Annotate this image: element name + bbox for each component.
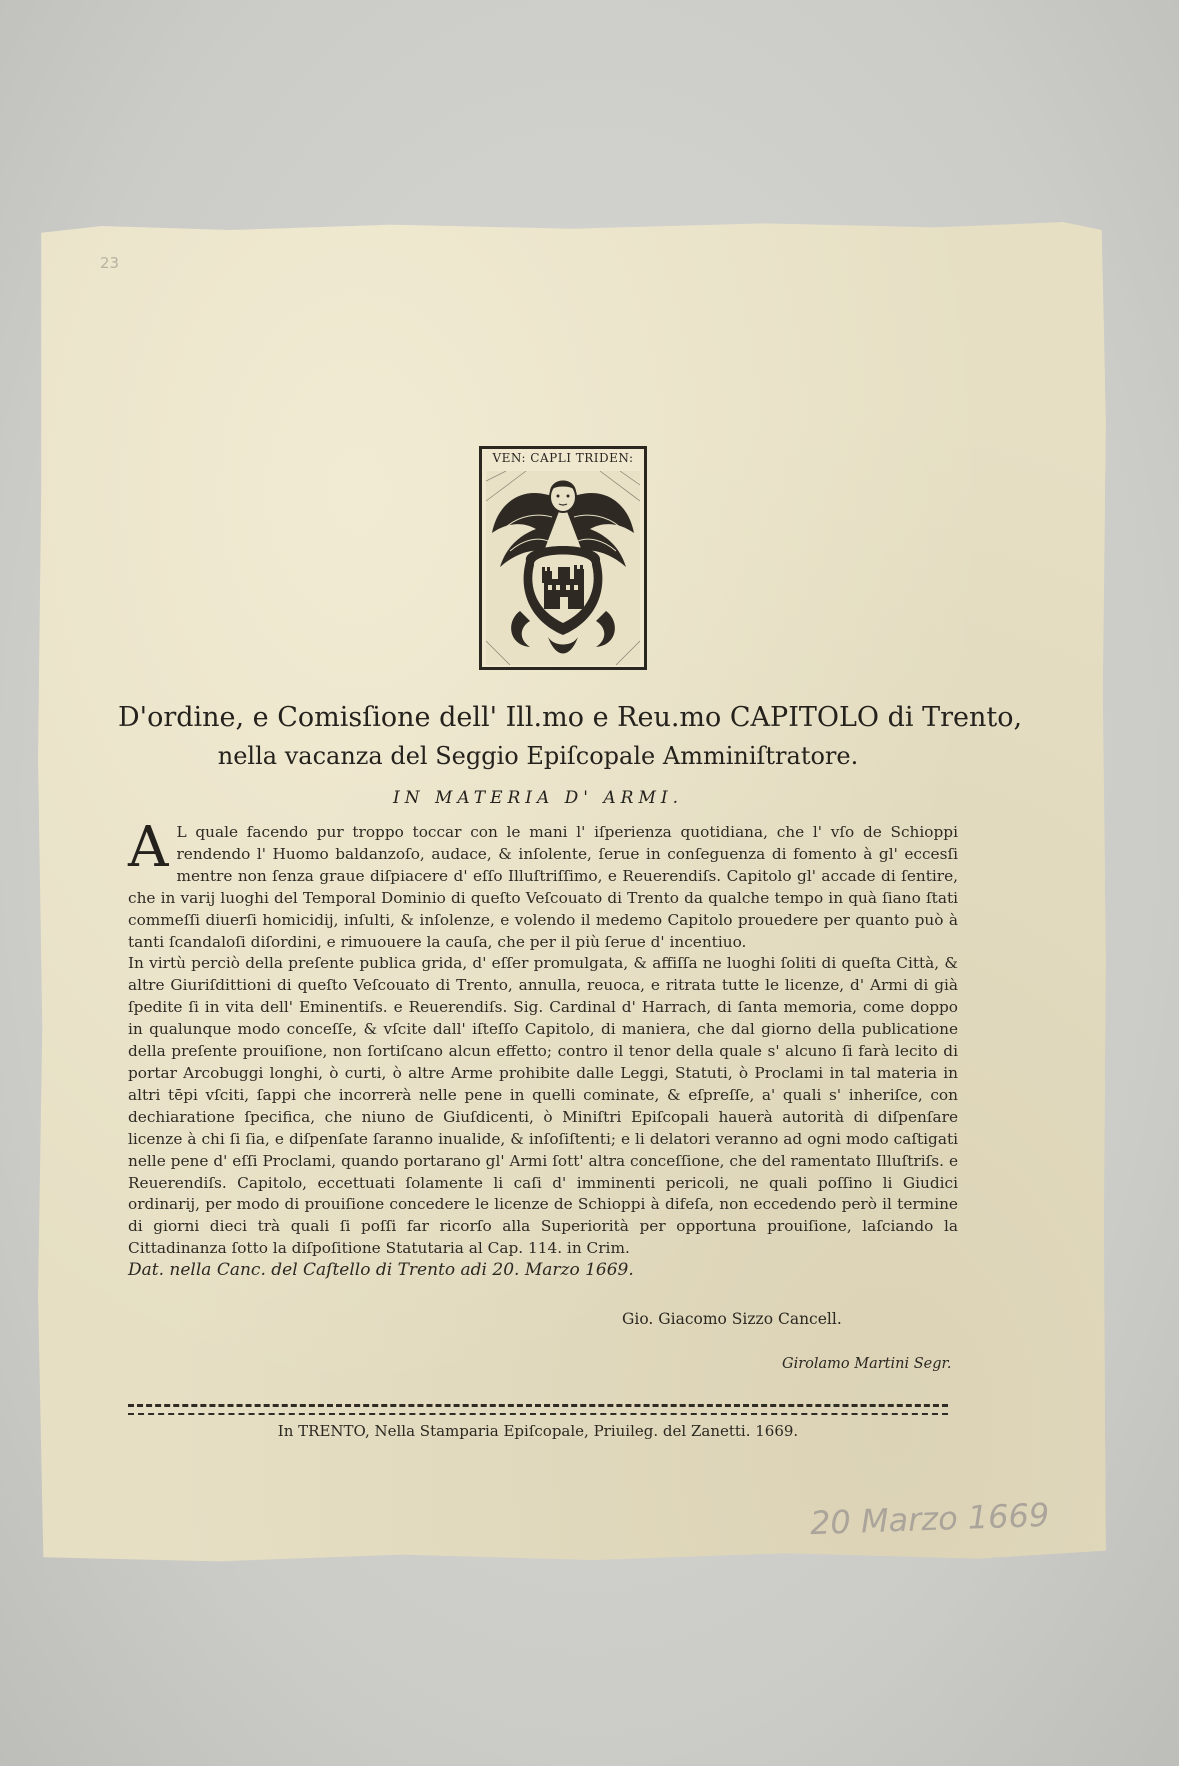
paragraph-1-text: L quale facendo pur troppo toccar con le mani l' iſperienza quotidiana, che l' vſo de Schioppi rendendo l' Huomo baldanzoſo, audace, & inſolente, ſerue in conſeguenza di fomento à gl' eccesſi mentre non ſenza graue diſpiacere d' eſſo Illuſtriſſimo, e Reuerendiſs. Capitolo gl' accade di ſentire, che in varij luoghi del Temporal Dominio di queſto Veſcouato di Trento da qualche tempo in quà ſiano ſtati commeſſi diuerſi homicidij, inſulti, & inſolenze, e volendo il medemo Capitolo prouedere per quanto può à tanti ſcandaloſi diſordini, e rimuouere la cauſa, che per il più ſerue d' incentiuo. xyxy=(128,823,958,951)
pencil-date-annotation: 20 Marzo 1669 xyxy=(809,1495,1050,1543)
drop-cap: A xyxy=(128,815,169,880)
date-line: Dat. nella Canc. del Caſtello di Trento adi 20. Marzo 1669. xyxy=(128,1260,634,1280)
printer-imprint: In TRENTO, Nella Stamparia Epiſcopale, Priuileg. del Zanetti. 1669. xyxy=(277,1422,799,1440)
woodcut-emblem xyxy=(479,446,647,670)
secretary-signature: Girolamo Martini Segr. xyxy=(782,1356,952,1372)
eagle-crest-woodcut-icon xyxy=(486,471,640,665)
paragraph-2: In virtù perciò della preſente publica grida, d' eſſer promulgata, & affiſſa ne luoghi ſoliti di queſta Città, & altre Giuriſdittioni di queſto Veſcouato di Trento, annulla, reuoca, e ritrata tutte le licenze, d' Armi di già ſpedite ſi in vita dell' Eminentiſs. e Reuerendiſs. Sig. Cardinal d' Harrach, di ſanta memoria, come doppo in qualunque modo conceſſe, & vſcite dall' iſteſſo Capitolo, di maniera, che dal giorno della publicatione della preſente prouiſione, non ſortiſcano alcun effetto; contro il tenor della quale s' alcuno ſi farà lecito di portar Arcobuggi longhi, ò curti, ò altre Arme prohibite dalle Leggi, Statuti, ò Proclami in tal materia in altri tēpi vſciti, ſappi che incorrerà nelle pene in quelli cominate, & eſpreſſe, a' quali s' inheriſce, con dechiaratione ſpecifica, che niuno de Giuſdicenti, ò Miniſtri Epiſcopali hauerà autorità di diſpenſare licenze à chi ſi ſia, e diſpenſate ſaranno inualide, & inſoſiſtenti; e li delatori veranno ad ogni modo caſtigati nelle pene d' eſſi Proclami, quando portarano gl' Armi ſott' altra conceſſione, che del ramentato Illuſtriſs. e Reuerendiſs. Capitolo, eccettuati ſolamente li caſi d' imminenti pericoli, ne quali poſſino li Giudici ordinarij, per modo di prouiſione concedere le licenze de Schioppi à difeſa, non eccedendo però il termine di giorni dieci trà quali ſi poſſi far ricorſo alla Superiorità per opportuna prouiſione, laſciando la Cittadinanza ſotto la diſpoſitione Statutaria al Cap. 114. in Crim. xyxy=(128,954,958,1258)
paragraph-1 xyxy=(128,815,958,953)
pencil-page-number: 23 xyxy=(100,254,120,272)
proclamation-body xyxy=(128,815,958,1260)
chancellor-signature: Gio. Giacomo Sizzo Cancell. xyxy=(622,1310,842,1328)
subject-heading: IN MATERIA D' ARMI. xyxy=(392,788,683,808)
divider-rule xyxy=(128,1404,948,1407)
divider-rule xyxy=(128,1413,948,1415)
title-line-1: D'ordine, e Comisſione dell' Ill.mo e Reu.mo CAPITOLO di Trento, xyxy=(118,702,1023,733)
emblem-label: VEN: CAPLI TRIDEN: xyxy=(492,451,634,465)
title-line-2: nella vacanza del Seggio Epiſcopale Amminiſtratore. xyxy=(217,742,859,770)
